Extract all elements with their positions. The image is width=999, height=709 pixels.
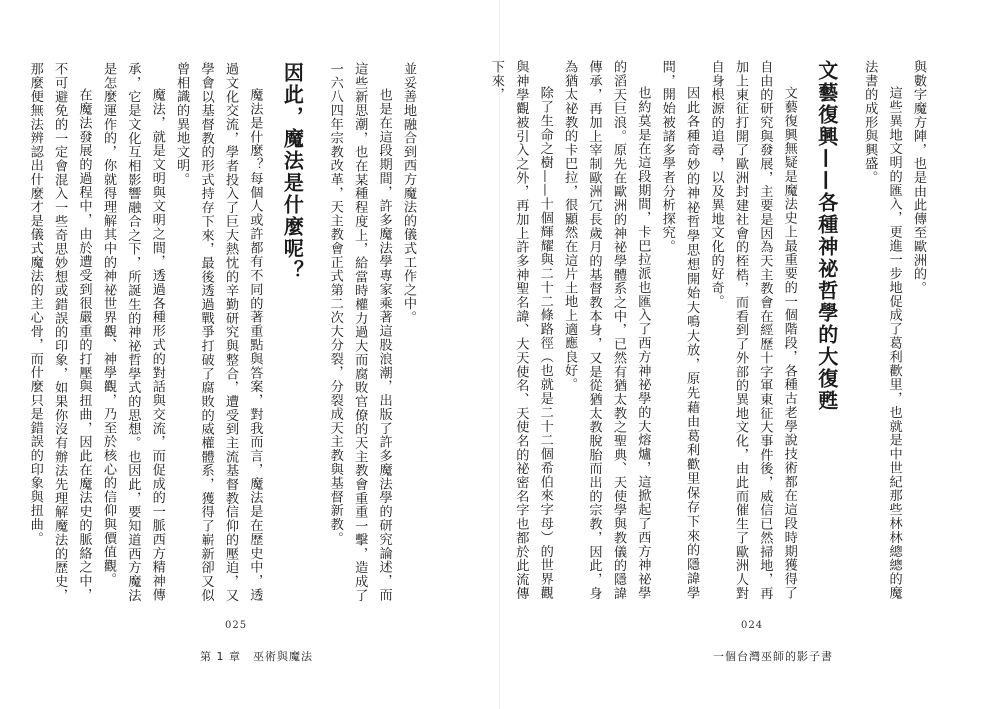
paragraph: 這些異地文明的匯入，更進一步地促成了葛利歡里，也就是中世紀那些林林總總的魔法書的成形與興盛。	[862, 60, 902, 600]
paragraph: 除了生命之樹——十個輝耀與二十二條路徑（也就是二十二個希伯來字母）的世界觀與神學觀被引入之外，再加上許多神聖名諱、大天使名、天使名的祕密名字也都於此流傳下來，	[488, 60, 553, 600]
paragraph: 魔法是什麼？每個人或許都有不同的著重點與答案，對我而言，魔法是在歷史中，透過文化交流，學者投入了巨大熱忱的辛勤研究與整合，遭受到主流基督教信仰的壓迫，又學會以基督教的形式持存下來，最後透過戰爭打破了腐敗的威權體系，獲得了嶄新卻又似曾相識的異地文明。	[174, 62, 263, 602]
paragraph: 也約莫是在這段期間，卡巴拉派也匯入了西方神祕學的大熔爐，這掀起了西方神祕學的滔天巨浪。原先在歐洲的神祕學體系之中，已然有猶太教之聖典、天使學與教儀的隱諱傳承，再加上宰制歐洲冗長歲月的基督教本身，又是從猶太教脫胎而出的宗教，因此，身為猶太祕教的卡巴拉，很顯然在這片土地上適應良好。	[562, 60, 651, 600]
paragraph: 也是在這段期間，許多魔法學專家乘著這股浪潮，出版了許多魔法學的研究論述，而這些新思潮，也在某種程度上，給當時權力過大而腐敗官僚的天主教會重重一擊，造成了一六八四年宗教改革，天主教會正式第二次大分裂，分裂成天主教與基督新教。	[327, 62, 392, 602]
paragraph: 與數字魔方陣，也是由此傳至歐洲的。	[911, 60, 926, 295]
section-heading: 文藝復興——各種神祕哲學的大復甦	[814, 60, 839, 412]
book-title-footer: 一個台灣巫師的影子書	[713, 650, 833, 663]
left-page-body	[27, 62, 420, 602]
page-number: 024	[741, 620, 764, 631]
paragraph: 在魔法發展的過程中，由於遭受到很嚴重的打壓與扭曲，因此在魔法史的脈絡之中，不可避免的一定會混入一些奇思妙想或錯誤的印象，如果你沒有辦法先理解魔法的歷史，那麼便無法辨認出什麼才是儀式魔法的主心骨，而什麼只是錯誤的印象與扭曲。	[27, 62, 92, 602]
paragraph: 並妥善地融合到西方魔法的儀式工作之中。	[401, 62, 416, 325]
right-page	[488, 0, 999, 709]
section-heading: 因此，魔法是什麼呢？	[280, 62, 305, 282]
chapter-footer: 第 1 章 巫術與魔法	[200, 650, 313, 663]
right-page-body	[488, 60, 930, 600]
page-number: 025	[225, 620, 248, 631]
paragraph: 魔法，就是文明與文明之間，透過各種形式的對話與交流，而促成的一脈西方精神傳承，它是文化互相影響融合之下，所誕生的神祕哲學式的思想。也因此，要知道西方魔法是怎麼運作的，你就得理解其中的神祕世界觀、神學觀，乃至於核心的信仰與價值觀。	[100, 62, 165, 602]
paragraph: 文藝復興無疑是魔法史上最重要的一個階段，各種古老學說技術都在這段時期獲得了自由的研究與發展，主要是因為天主教會在經歷十字軍東征大事件後，威信已然掃地，再加上東征打開了歐洲封建社會的桎梏，而看到了外部的異地文化，由此而催生了歐洲人對自身根源的追尋，以及異地文化的好奇。	[708, 60, 797, 600]
paragraph: 因此各種奇妙的神祕哲學思想開始大鳴大放，原先藉由葛利歡里保存下來的隱諱學問，開始被諸多學者分析探究。	[659, 60, 700, 600]
